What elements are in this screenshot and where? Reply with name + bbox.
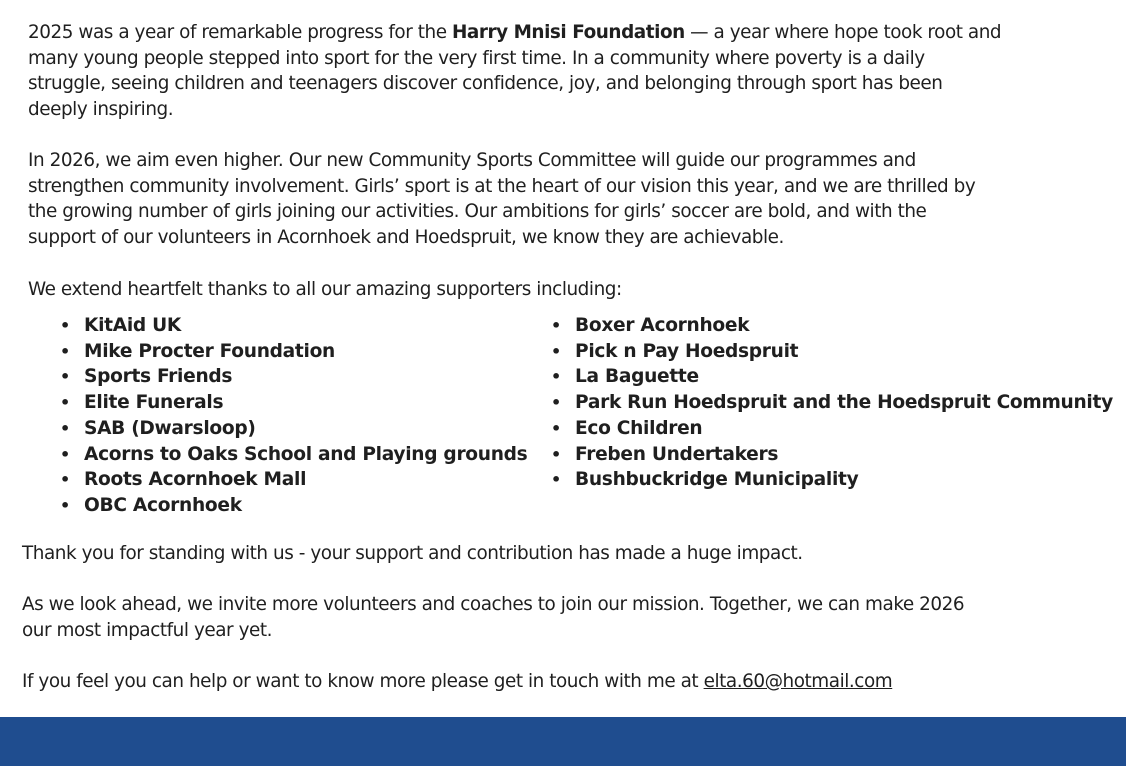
footer-bar xyxy=(0,717,1126,766)
list-item xyxy=(551,313,1113,339)
supporter-name: Park Run Hoedspruit and the Hoedspruit Community xyxy=(575,392,1113,414)
bullet-icon: • xyxy=(551,470,561,490)
list-item xyxy=(551,339,1113,365)
bullet-icon: • xyxy=(551,444,561,464)
invite-paragraph xyxy=(22,592,964,643)
plans-line-2: strengthen community involvement. Girls’ sport is at the heart of our vision this year, and we are thrilled by xyxy=(28,175,976,197)
bullet-icon: • xyxy=(60,470,70,490)
bullet-icon: • xyxy=(551,393,561,413)
list-item xyxy=(551,467,1113,493)
list-item xyxy=(551,416,1113,442)
invite-line-2: our most impactful year yet. xyxy=(22,619,273,641)
supporter-name: Elite Funerals xyxy=(84,392,224,414)
intro-text-after: — a year where hope took root and xyxy=(684,22,1002,43)
bullet-icon: • xyxy=(551,367,561,387)
bullet-icon: • xyxy=(60,341,70,361)
bullet-icon: • xyxy=(60,444,70,464)
list-item xyxy=(60,390,527,416)
supporter-name: KitAid UK xyxy=(84,315,182,336)
list-item xyxy=(551,390,1113,416)
supporter-name: SAB (Dwarsloop) xyxy=(84,417,256,439)
supporter-name: Boxer Acornhoek xyxy=(575,315,750,336)
contact-text: If you feel you can help or want to know more please get in touch with me at xyxy=(22,671,704,692)
list-item xyxy=(60,313,527,339)
bullet-icon: • xyxy=(60,495,70,515)
bullet-icon: • xyxy=(60,367,70,387)
intro-text-before: 2025 was a year of remarkable progress for the xyxy=(28,22,452,43)
list-item xyxy=(60,416,527,442)
invite-line-1: As we look ahead, we invite more volunteers and coaches to join our mission. Together, we can make 2026 xyxy=(22,594,965,615)
list-item xyxy=(60,339,527,365)
plans-line-3: the growing number of girls joining our activities. Our ambitions for girls’ soccer are bold, and with the xyxy=(28,201,927,223)
list-item xyxy=(60,467,527,493)
thank-you-paragraph: Thank you for standing with us - your support and contribution has made a huge impact. xyxy=(22,543,803,564)
intro-paragraph xyxy=(28,20,1001,123)
contact-paragraph xyxy=(22,669,892,695)
supporter-name: Pick n Pay Hoedspruit xyxy=(575,340,799,362)
bullet-icon: • xyxy=(60,316,70,335)
supporters-list-left xyxy=(60,313,527,519)
supporters-list-right xyxy=(551,313,1113,493)
bullet-icon: • xyxy=(60,418,70,438)
intro-line-3: struggle, seeing children and teenagers discover confidence, joy, and belonging through sport has been xyxy=(28,73,943,95)
supporter-name: Freben Undertakers xyxy=(575,443,779,465)
supporter-name: Bushbuckridge Municipality xyxy=(575,469,859,491)
supporter-name: La Baguette xyxy=(575,366,699,388)
plans-line-4: support of our volunteers in Acornhoek and Hoedspruit, we know they are achievable. xyxy=(28,227,784,249)
list-item xyxy=(60,364,527,390)
intro-line-4: deeply inspiring. xyxy=(28,99,174,121)
plans-line-1: In 2026, we aim even higher. Our new Community Sports Committee will guide our programmes and xyxy=(28,150,916,171)
supporter-name: Mike Procter Foundation xyxy=(84,340,335,362)
foundation-name: Harry Mnisi Foundation xyxy=(451,22,685,43)
bullet-icon: • xyxy=(60,393,70,413)
plans-paragraph xyxy=(28,148,975,251)
supporter-name: Acorns to Oaks School and Playing grounds xyxy=(84,443,528,465)
thanks-intro: We extend heartfelt thanks to all our amazing supporters including: xyxy=(28,279,622,300)
bullet-icon: • xyxy=(551,341,561,361)
intro-line-2: many young people stepped into sport for the very first time. In a community where poverty is a daily xyxy=(28,47,925,69)
list-item xyxy=(551,442,1113,468)
list-item xyxy=(60,442,527,468)
supporter-name: Eco Children xyxy=(575,417,703,439)
email-link[interactable]: elta.60@hotmail.com xyxy=(703,671,893,692)
supporter-name: Roots Acornhoek Mall xyxy=(84,469,307,491)
list-item xyxy=(551,364,1113,390)
bullet-icon: • xyxy=(551,418,561,438)
supporter-name: Sports Friends xyxy=(84,366,233,388)
list-item xyxy=(60,493,527,519)
bullet-icon: • xyxy=(551,316,561,335)
supporter-name: OBC Acornhoek xyxy=(84,494,242,516)
